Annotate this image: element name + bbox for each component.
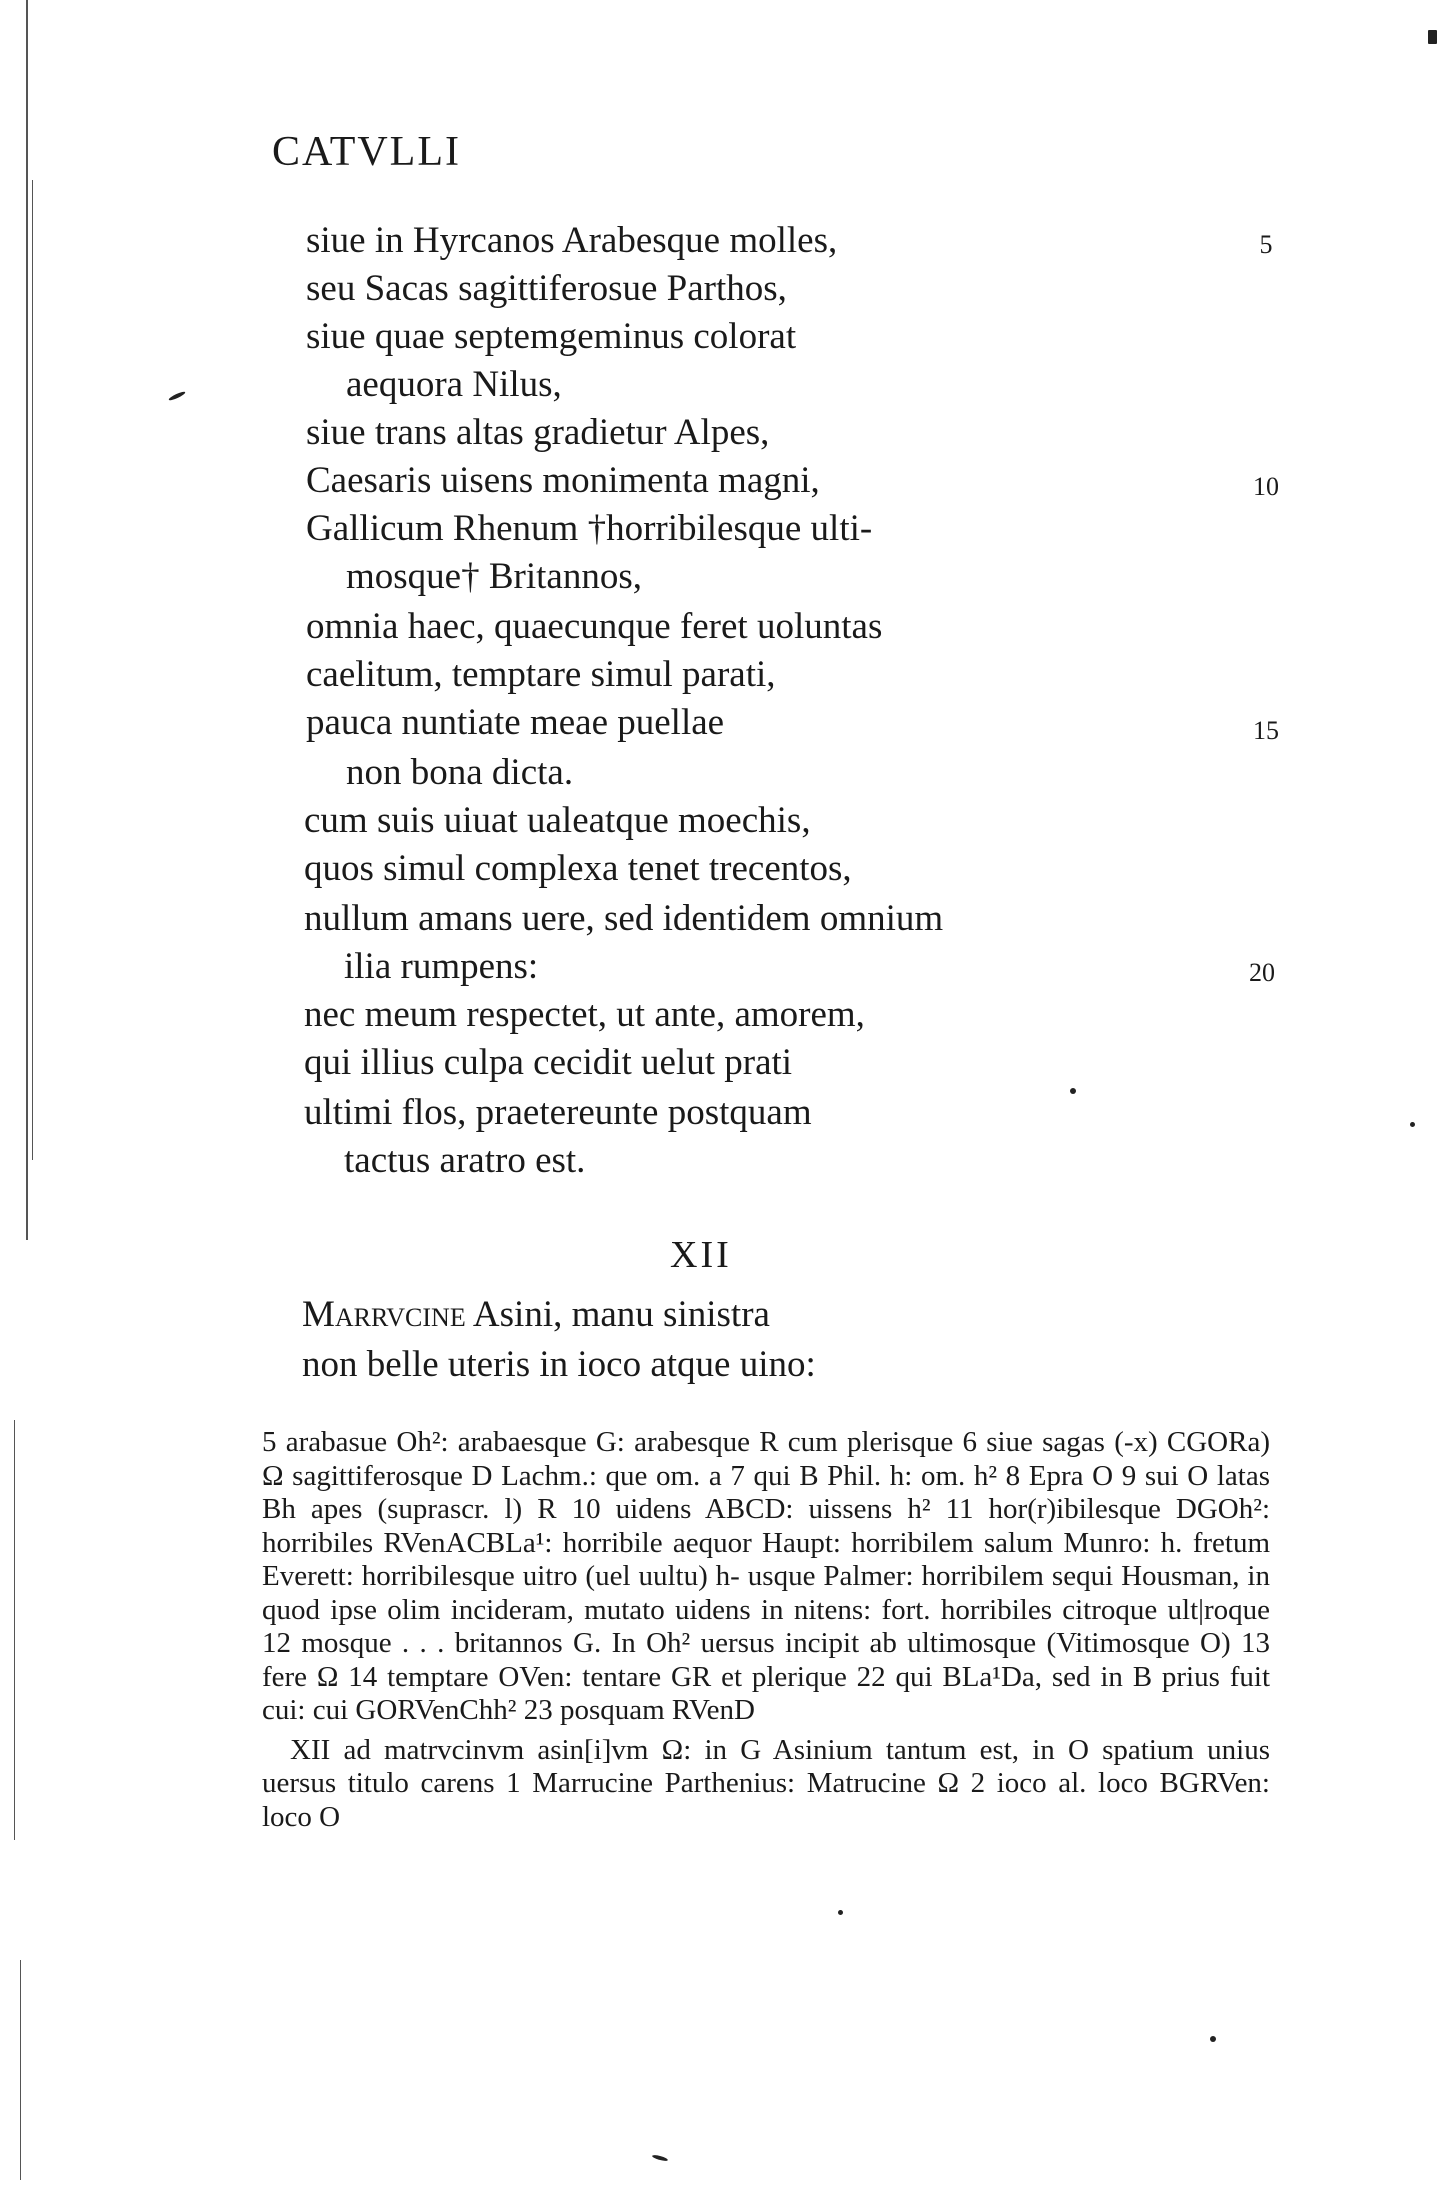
line-number: 20 (1249, 958, 1275, 987)
poem-line: siue trans altas gradietur Alpes, (306, 412, 770, 453)
opening-line-rest: Asini, manu sinistra (465, 1294, 770, 1335)
poem-line: nullum amans uere, sed identidem omnium (304, 898, 944, 939)
poem-line: caelitum, temptare simul parati, (306, 654, 776, 695)
poem-line: tactus aratro est. (344, 1140, 586, 1181)
line-number: 15 (1253, 716, 1279, 745)
poem-line: qui illius culpa cecidit uelut prati (304, 1042, 793, 1083)
apparatus-paragraph: XII ad matrvcinvm asin[i]vm Ω: in G Asinium tantum est, in O spatium unius uersus titulo carens 1 Marrucine Parthenius: Matrucine Ω 2 ioco al. loco BGRVen: loco O (262, 1733, 1270, 1833)
scan-speck (652, 2154, 668, 2162)
poem-line: mosque† Britannos, (346, 556, 642, 597)
scan-edge-line (32, 180, 33, 1160)
poem-line: cum suis uiuat ualeatque moechis, (304, 800, 811, 841)
poem-line: omnia haec, quaecunque feret uoluntas (306, 606, 883, 647)
poem-line: aequora Nilus, (346, 364, 562, 405)
opening-word: Marrvcine (302, 1294, 466, 1335)
critical-apparatus (262, 1426, 1270, 1834)
poem-line: ilia rumpens: (344, 946, 539, 987)
poem-line (302, 1296, 770, 1333)
scan-speck (1210, 2036, 1216, 2042)
line-number: 5 (1259, 230, 1273, 259)
scan-speck (1428, 30, 1437, 44)
scan-speck (1070, 1088, 1076, 1094)
poem-line: nec meum respectet, ut ante, amorem, (304, 994, 865, 1035)
line-number: 10 (1253, 472, 1279, 501)
poem-line: Caesaris uisens monimenta magni, (306, 460, 820, 501)
poem-line: pauca nuntiate meae puellae (306, 702, 725, 743)
poem-line: siue quae septemgeminus colorat (306, 316, 797, 357)
poem-line: ultimi flos, praetereunte postquam (304, 1092, 812, 1133)
poem-line: Gallicum Rhenum †horribilesque ulti- (306, 508, 873, 549)
poem-line: quos simul complexa tenet trecentos, (304, 848, 852, 889)
scan-speck (838, 1910, 843, 1915)
scan-speck (1410, 1122, 1415, 1127)
poem-line: non belle uteris in ioco atque uino: (302, 1344, 816, 1385)
poem-line: seu Sacas sagittiferosue Parthos, (306, 268, 787, 309)
poem-line: siue in Hyrcanos Arabesque molles, (306, 220, 838, 261)
scan-edge-line (14, 1420, 15, 1840)
poem-number: XII (670, 1234, 732, 1276)
running-head: CATVLLI (272, 129, 461, 175)
scan-edge-line (20, 1960, 21, 2180)
poem-line: non bona dicta. (346, 752, 574, 793)
scan-edge-line (26, 0, 28, 1240)
scan-speck (168, 390, 186, 401)
apparatus-paragraph: 5 arabasue Oh²: arabaesque G: arabesque R cum plerisque 6 siue sagas (-x) CGORa) Ω sagittiferosque D Lachm.: que om. a 7 qui B Phil. h: om. h² 8 Epra O 9 sui O latas Bh apes (suprascr. l) R 10 uidens ABCD: uissens h² 11 hor(r)ibilesque DGOh²: horribiles RVenACBLa¹: horribile aequor Haupt: horribilem salum Munro: h. fretum Everett: horribilesque uitro (uel uultu) h- usque Palmer: horribilem sequi Housman, in quod ipse olim incideram, mutato uidens in nitens: fort. horribiles citroque ult|roque 12 mosque . . . britannos G. In Oh² uersus incipit ab ultimosque (Vitimosque O) 13 fere Ω 14 temptare OVen: tentare GR et plerique 22 qui BLa¹Da, sed in B prius fuit cui: cui GORVenChh² 23 posquam RVenD (262, 1426, 1270, 1726)
